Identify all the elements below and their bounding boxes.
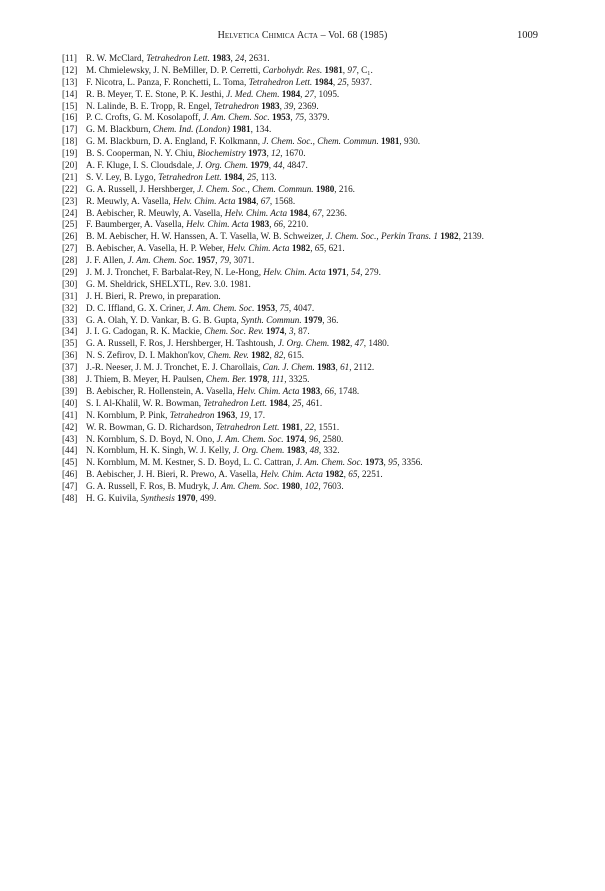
reference-year: 1983: [250, 219, 270, 230]
reference-number: [25]: [62, 219, 78, 230]
reference-pages: 17.: [253, 409, 266, 420]
reference-year: 1984: [314, 76, 333, 87]
reference-journal: J. Chem. Soc., Perkin Trans. 1: [326, 231, 438, 242]
reference-journal: Carbohydr. Res.: [262, 64, 323, 75]
reference-pages: 113.: [260, 171, 277, 182]
reference-item: [40] S. I. Al-Khalil, W. R. Bowman, Tetrahedron Lett. 1984, 25, 461.: [62, 397, 323, 408]
reference-authors: G. M. Blackburn, D. A. England, F. Kolkmann,: [86, 136, 263, 147]
reference-item: [35] G. A. Russell, F. Ros, J. Hershberger, H. Tashtoush, J. Org. Chem. 1982, 47, 1480.: [62, 338, 390, 349]
reference-number: [42]: [62, 421, 78, 432]
reference-volume: 95: [388, 457, 398, 468]
reference-volume: 111: [271, 374, 285, 385]
reference-authors: R. B. Meyer, T. E. Stone, P. K. Jesthi,: [86, 88, 227, 99]
reference-journal: J. Am. Chem. Soc.: [202, 112, 270, 123]
reference-journal: Helv. Chim. Acta: [186, 219, 249, 230]
reference-volume: 22: [304, 421, 314, 432]
reference-volume: 66: [324, 385, 334, 396]
reference-authors: N. Kornblum, H. K. Singh, W. J. Kelly,: [86, 445, 233, 456]
reference-year: 1984: [289, 207, 308, 218]
reference-number: [20]: [62, 160, 78, 171]
reference-year: 1982: [331, 338, 351, 349]
reference-item: [16] P. C. Crofts, G. M. Kosolapoff, J. Am. Chem. Soc. 1953, 75, 3379.: [62, 112, 330, 123]
reference-pages: 216.: [338, 183, 355, 194]
reference-pages: 2236.: [326, 207, 347, 218]
reference-volume: 24: [235, 53, 245, 63]
reference-volume: 97: [347, 64, 357, 75]
reference-journal: J. Am. Chem. Soc.: [216, 433, 284, 444]
reference-pages: 1480.: [368, 338, 390, 349]
reference-pages: 279.: [364, 267, 381, 278]
reference-number: [45]: [62, 457, 78, 468]
reference-authors: S. I. Al-Khalil, W. R. Bowman,: [86, 397, 204, 408]
reference-authors: A. F. Kluge, I. S. Cloudsdale,: [86, 160, 197, 171]
reference-item: [28] J. F. Allen, J. Am. Chem. Soc. 1957, 79, 3071.: [62, 255, 255, 266]
reference-journal: J. Org. Chem.: [232, 445, 285, 456]
reference-journal: J. Am. Chem. Soc.: [212, 481, 280, 492]
reference-pages: 3325.: [288, 374, 310, 385]
reference-journal: Helv. Chim. Acta: [173, 195, 236, 206]
reference-authors: N. Kornblum, P. Pink,: [86, 409, 170, 420]
reference-item: [12] M. Chmielewsky, J. N. BeMiller, D. P. Cerretti, Carbohydr. Res. 1981, 97, C₁.: [62, 64, 373, 75]
reference-volume: 54: [351, 267, 361, 278]
reference-item: [27] B. Aebischer, A. Vasella, H. P. Weber, Helv. Chim. Acta 1982, 65, 621.: [62, 243, 345, 254]
reference-pages: 499.: [200, 492, 217, 503]
reference-item: [14] R. B. Meyer, T. E. Stone, P. K. Jesthi, J. Med. Chem. 1984, 27, 1095.: [62, 88, 340, 99]
reference-volume: 25: [292, 397, 302, 408]
reference-authors: G. A. Russell, F. Ros, B. Mudryk,: [86, 481, 213, 492]
reference-journal: J. Am. Chem. Soc.: [295, 457, 363, 468]
reference-item: [23] R. Meuwly, A. Vasella, Helv. Chim. Acta 1984, 67, 1568.: [62, 195, 296, 206]
reference-pages: 4847.: [287, 160, 308, 171]
reference-number: [38]: [62, 374, 78, 385]
reference-number: [29]: [62, 267, 78, 278]
reference-number: [34]: [62, 326, 78, 337]
reference-year: 1974: [285, 433, 305, 444]
reference-authors: G. A. Russell, F. Ros, J. Hershberger, H. Tashtoush,: [86, 338, 278, 349]
reference-year: 1981: [381, 136, 400, 147]
reference-journal: J. Med. Chem.: [226, 88, 280, 99]
reference-number: [35]: [62, 338, 78, 349]
reference-item: [47] G. A. Russell, F. Ros, B. Mudryk, J. Am. Chem. Soc. 1980, 102, 7603.: [62, 481, 344, 492]
reference-authors: R. Meuwly, A. Vasella,: [86, 195, 174, 206]
reference-authors: D. C. Iffland, G. X. Criner,: [86, 302, 188, 313]
reference-year: 1973: [365, 457, 384, 468]
reference-pages: 615.: [287, 350, 304, 361]
reference-journal: Chem. Soc. Rev.: [204, 326, 264, 337]
reference-item: [11] R. W. McClard, Tetrahedron Lett. 1983, 24, 2631.: [62, 53, 270, 63]
reference-journal: Synthesis: [140, 492, 175, 503]
reference-year: 1984: [281, 88, 301, 99]
reference-pages: 3379.: [308, 112, 330, 123]
reference-journal: Helv. Chim. Acta: [227, 243, 290, 254]
reference-pages: C₁.: [361, 64, 373, 75]
reference-journal: Helv. Chim. Acta: [263, 267, 326, 278]
reference-number: [31]: [62, 290, 78, 301]
reference-number: [22]: [62, 183, 78, 194]
reference-volume: 3: [288, 326, 294, 337]
reference-number: [46]: [62, 469, 78, 480]
reference-authors: J. Thiem, B. Meyer, H. Paulsen,: [86, 374, 206, 385]
reference-pages: 930.: [404, 136, 421, 147]
reference-authors: N. Lalinde, B. E. Tropp, R. Engel,: [86, 100, 215, 111]
reference-journal: Chem. Ber.: [205, 374, 247, 385]
reference-number: [15]: [62, 100, 78, 111]
reference-number: [27]: [62, 243, 78, 254]
reference-journal: Tetrahedron Lett.: [248, 76, 313, 87]
reference-authors: J. I. G. Cadogan, R. K. Mackie,: [86, 326, 205, 337]
reference-pages: 332.: [323, 445, 340, 456]
reference-pages: 2112.: [353, 362, 375, 373]
reference-year: 1982: [440, 231, 459, 242]
reference-pages: 2580.: [322, 433, 344, 444]
reference-year: 1982: [251, 350, 270, 361]
reference-number: [43]: [62, 433, 78, 444]
reference-year: 1979: [250, 160, 269, 171]
reference-pages: 134.: [255, 124, 272, 135]
reference-number: [13]: [62, 76, 78, 87]
reference-number: [30]: [62, 278, 78, 289]
reference-volume: 102: [304, 481, 319, 492]
reference-volume: 75: [294, 112, 305, 123]
reference-year: 1981: [324, 64, 343, 75]
reference-item: [20] A. F. Kluge, I. S. Cloudsdale, J. Org. Chem. 1979, 44, 4847.: [62, 160, 308, 171]
reference-year: 1980: [281, 481, 300, 492]
reference-authors: G. M. Blackburn,: [86, 124, 153, 135]
reference-number: [24]: [62, 207, 78, 218]
reference-pages: 4047.: [293, 302, 315, 313]
reference-number: [14]: [62, 88, 78, 99]
reference-pages: 5937.: [351, 76, 372, 87]
page-number: 1009: [517, 30, 538, 41]
reference-year: 1983: [212, 53, 231, 63]
reference-volume: 65: [314, 243, 324, 254]
reference-volume: 96: [308, 433, 319, 444]
reference-year: 1984: [224, 171, 243, 182]
running-head: [0, 30, 605, 41]
reference-authors: G. A. Olah, Y. D. Vankar, B. G. B. Gupta,: [86, 314, 242, 325]
reference-list: [62, 53, 562, 505]
reference-pages: 1748.: [338, 385, 360, 396]
reference-year: 1983: [301, 385, 321, 396]
reference-authors: W. R. Bowman, G. D. Richardson,: [86, 421, 216, 432]
reference-pages: 7603.: [322, 481, 344, 492]
reference-volume: 75: [279, 302, 289, 313]
reference-pages: 36.: [326, 314, 339, 325]
reference-volume: 66: [273, 219, 284, 230]
reference-year: 1981: [232, 124, 251, 135]
reference-authors: S. V. Ley, B. Lygo,: [86, 171, 159, 182]
reference-number: [21]: [62, 171, 78, 182]
journal-name: Helvetica Chimica Acta: [217, 30, 319, 41]
reference-volume: 48: [309, 445, 319, 456]
reference-pages: 2210.: [287, 219, 309, 230]
reference-journal: Helv. Chim. Acta: [224, 207, 288, 218]
reference-journal: Tetrahedron: [214, 100, 259, 111]
page-header: [0, 30, 605, 44]
reference-item: [45] N. Kornblum, M. M. Kestner, S. D. Boyd, L. C. Cattran, J. Am. Chem. Soc. 1973, 95, 3356.: [62, 457, 423, 468]
reference-authors: N. Kornblum, M. M. Kestner, S. D. Boyd, L. C. Cattran,: [86, 457, 296, 468]
reference-journal: J. Chem. Soc., Chem. Commun.: [197, 183, 314, 194]
reference-number: [33]: [62, 314, 78, 325]
reference-item: [25] F. Baumberger, A. Vasella, Helv. Chim. Acta 1983, 66, 2210.: [62, 219, 309, 230]
reference-journal: Synth. Commun.: [241, 314, 302, 325]
reference-authors: R. W. McClard,: [86, 53, 147, 63]
reference-number: [17]: [62, 124, 78, 135]
reference-number: [32]: [62, 302, 78, 313]
reference-pages: 1551.: [318, 421, 340, 432]
reference-number: [23]: [62, 195, 78, 206]
reference-item: [37] J.-R. Neeser, J. M. J. Tronchet, E. J. Charollais, Can. J. Chem. 1983, 61, 2112.: [62, 362, 375, 373]
reference-journal: Tetrahedron: [169, 409, 215, 420]
reference-pages: 2251.: [362, 469, 383, 480]
reference-pages: 461.: [306, 397, 323, 408]
reference-year: 1971: [328, 267, 347, 278]
reference-volume: 25: [337, 76, 347, 87]
reference-year: 1957: [196, 255, 216, 266]
reference-item: [22] G. A. Russell, J. Hershberger, J. Chem. Soc., Chem. Commun. 1980, 216.: [62, 183, 355, 194]
reference-authors: N. S. Zefirov, D. I. Makhon'kov,: [86, 350, 208, 361]
reference-number: [26]: [62, 231, 78, 242]
reference-volume: 79: [219, 255, 230, 266]
reference-number: [16]: [62, 112, 78, 123]
reference-authors: F. Baumberger, A. Vasella,: [86, 219, 187, 230]
reference-journal: Helv. Chim. Acta: [237, 385, 300, 396]
reference-journal: J. Org. Chem.: [196, 160, 249, 171]
reference-item: [41] N. Kornblum, P. Pink, Tetrahedron 1963, 19, 17.: [62, 409, 266, 420]
reference-number: [37]: [62, 362, 78, 373]
reference-item: [33] G. A. Olah, Y. D. Vankar, B. G. B. Gupta, Synth. Commun. 1979, 36.: [62, 314, 339, 325]
reference-number: [41]: [62, 409, 78, 420]
reference-pages: 87.: [298, 326, 310, 337]
reference-number: [44]: [62, 445, 78, 456]
reference-number: [39]: [62, 385, 78, 396]
reference-number: [18]: [62, 136, 78, 147]
reference-number: [40]: [62, 397, 78, 408]
reference-volume: 67: [312, 207, 322, 218]
reference-volume: 67: [260, 195, 270, 206]
reference-journal: Biochemistry: [197, 148, 246, 159]
reference-year: 1983: [317, 362, 336, 373]
reference-item: [42] W. R. Bowman, G. D. Richardson, Tetrahedron Lett. 1981, 22, 1551.: [62, 421, 340, 432]
reference-authors: P. C. Crofts, G. M. Kosolapoff,: [86, 112, 203, 123]
reference-pages: 3071.: [233, 255, 255, 266]
reference-item: [21] S. V. Ley, B. Lygo, Tetrahedron Lett. 1984, 25, 113.: [62, 171, 277, 182]
reference-year: 1953: [271, 112, 291, 123]
reference-number: [11]: [62, 53, 77, 63]
reference-number: [36]: [62, 350, 78, 361]
reference-authors: B. Aebischer, J. H. Bieri, R. Prewo, A. Vasella,: [86, 469, 261, 480]
reference-number: [28]: [62, 255, 78, 266]
reference-journal: J. Am. Chem. Soc.: [127, 255, 195, 266]
reference-authors: B. Aebischer, R. Hollenstein, A. Vasella,: [86, 385, 238, 396]
reference-year: 1982: [325, 469, 344, 480]
reference-authors: H. G. Kuivila,: [86, 492, 141, 503]
reference-year: 1984: [269, 397, 288, 408]
reference-year: 1978: [248, 374, 268, 385]
reference-authors: B. S. Cooperman, N. Y. Chiu,: [86, 148, 198, 159]
reference-authors: B. Aebischer, R. Meuwly, A. Vasella,: [86, 207, 225, 218]
reference-item: [48] H. G. Kuivila, Synthesis 1970, 499.: [62, 492, 217, 503]
reference-item: [32] D. C. Iffland, G. X. Criner, J. Am. Chem. Soc. 1953, 75, 4047.: [62, 302, 315, 313]
reference-pages: 3356.: [401, 457, 423, 468]
reference-journal: J. Org. Chem.: [277, 338, 330, 349]
reference-authors: B. Aebischer, A. Vasella, H. P. Weber,: [86, 243, 228, 254]
reference-item: [26] B. M. Aebischer, H. W. Hanssen, A. T. Vasella, W. B. Schweizer, J. Chem. Soc., Perkin Trans. 1 1982, 2139.: [62, 231, 484, 242]
reference-authors: G. A. Russell, J. Hershberger,: [86, 183, 198, 194]
reference-pages: 1670.: [284, 148, 306, 159]
reference-year: 1963: [216, 409, 236, 420]
reference-year: 1979: [303, 314, 323, 325]
reference-journal: Chem. Ind. (London): [152, 124, 230, 135]
reference-item: [18] G. M. Blackburn, D. A. England, F. Kolkmann, J. Chem. Soc., Chem. Commun. 1981, 930.: [62, 136, 421, 147]
reference-item: [38] J. Thiem, B. Meyer, H. Paulsen, Chem. Ber. 1978, 111, 3325.: [62, 374, 310, 385]
reference-year: 1980: [315, 183, 335, 194]
reference-item: [17] G. M. Blackburn, Chem. Ind. (London) 1981, 134.: [62, 124, 272, 135]
reference-volume: 61: [340, 362, 350, 373]
reference-item: [24] B. Aebischer, R. Meuwly, A. Vasella, Helv. Chim. Acta 1984, 67, 2236.: [62, 207, 347, 218]
reference-year: 1953: [256, 302, 276, 313]
reference-year: 1974: [265, 326, 285, 337]
reference-volume: 47: [354, 338, 364, 349]
reference-journal: J. Am. Chem. Soc.: [187, 302, 255, 313]
reference-journal: Tetrahedron Lett.: [146, 53, 210, 63]
reference-pages: 2139.: [463, 231, 484, 242]
reference-authors: J. F. Allen,: [86, 255, 128, 266]
reference-item: [39] B. Aebischer, R. Hollenstein, A. Vasella, Helv. Chim. Acta 1983, 66, 1748.: [62, 385, 360, 396]
reference-volume: 82: [274, 350, 284, 361]
reference-item: [36] N. S. Zefirov, D. I. Makhon'kov, Chem. Rev. 1982, 82, 615.: [62, 350, 304, 361]
reference-journal: Tetrahedron Lett.: [158, 171, 222, 182]
reference-journal: Can. J. Chem.: [262, 362, 315, 373]
reference-number: [48]: [62, 492, 78, 503]
reference-item: [62, 291, 562, 303]
reference-volume: 12: [271, 148, 281, 159]
reference-volume: 65: [348, 469, 358, 480]
reference-number: [47]: [62, 481, 78, 492]
header-separator: –: [318, 30, 329, 41]
reference-item: [15] N. Lalinde, B. E. Tropp, R. Engel, Tetrahedron 1983, 39, 2369.: [62, 100, 319, 111]
reference-year: 1970: [177, 492, 196, 503]
reference-journal: Tetrahedron Lett.: [215, 421, 280, 432]
reference-year: 1982: [291, 243, 311, 254]
reference-item: [19] B. S. Cooperman, N. Y. Chiu, Biochemistry 1973, 12, 1670.: [62, 148, 306, 159]
reference-year: 1984: [237, 195, 257, 206]
reference-volume: 25: [246, 171, 257, 182]
reference-number: [12]: [62, 64, 78, 75]
reference-item: [44] N. Kornblum, H. K. Singh, W. J. Kelly, J. Org. Chem. 1983, 48, 332.: [62, 445, 340, 456]
reference-authors: J. H. Bieri, R. Prewo, in preparation.: [86, 290, 221, 301]
reference-item: [29] J. M. J. Tronchet, F. Barbalat-Rey, N. Le-Hong, Helv. Chim. Acta 1971, 54, 279.: [62, 267, 381, 278]
reference-journal: J. Chem. Soc., Chem. Commun.: [262, 136, 379, 147]
reference-volume: 27: [304, 88, 314, 99]
reference-pages: 2369.: [297, 100, 319, 111]
reference-volume: 39: [284, 100, 294, 111]
reference-authors: J. M. J. Tronchet, F. Barbalat-Rey, N. Le-Hong,: [86, 267, 264, 278]
reference-volume: 19: [239, 409, 249, 420]
reference-year: 1983: [261, 100, 280, 111]
reference-pages: 1095.: [318, 88, 340, 99]
volume-info: Vol. 68 (1985): [328, 30, 388, 41]
reference-item: [34] J. I. G. Cadogan, R. K. Mackie, Chem. Soc. Rev. 1974, 3, 87.: [62, 326, 310, 337]
reference-volume: 44: [273, 160, 283, 171]
reference-journal: Helv. Chim. Acta: [260, 469, 323, 480]
reference-number: [19]: [62, 148, 78, 159]
reference-item: [43] N. Kornblum, S. D. Boyd, N. Ono, J. Am. Chem. Soc. 1974, 96, 2580.: [62, 433, 344, 444]
reference-year: 1983: [286, 445, 306, 456]
reference-item: [62, 279, 562, 291]
reference-authors: J.-R. Neeser, J. M. J. Tronchet, E. J. Charollais,: [86, 362, 263, 373]
reference-authors: B. M. Aebischer, H. W. Hanssen, A. T. Vasella, W. B. Schweizer,: [86, 231, 327, 242]
reference-year: 1981: [281, 421, 301, 432]
reference-item: [46] B. Aebischer, J. H. Bieri, R. Prewo, A. Vasella, Helv. Chim. Acta 1982, 65, 2251.: [62, 469, 383, 480]
reference-authors: M. Chmielewsky, J. N. BeMiller, D. P. Cerretti,: [86, 64, 263, 75]
reference-year: 1973: [248, 148, 267, 159]
reference-pages: 621.: [328, 243, 345, 254]
reference-authors: G. M. Sheldrick, SHELXTL, Rev. 3.0. 1981.: [86, 278, 251, 289]
reference-authors: F. Nicotra, L. Panza, F. Ronchetti, L. Toma,: [86, 76, 249, 87]
reference-item: [13] F. Nicotra, L. Panza, F. Ronchetti, L. Toma, Tetrahedron Lett. 1984, 25, 5937.: [62, 76, 372, 87]
reference-pages: 1568.: [274, 195, 296, 206]
reference-journal: Chem. Rev.: [207, 350, 249, 361]
reference-journal: Tetrahedron Lett.: [203, 397, 268, 408]
reference-pages: 2631.: [248, 53, 270, 63]
reference-authors: N. Kornblum, S. D. Boyd, N. Ono,: [86, 433, 217, 444]
